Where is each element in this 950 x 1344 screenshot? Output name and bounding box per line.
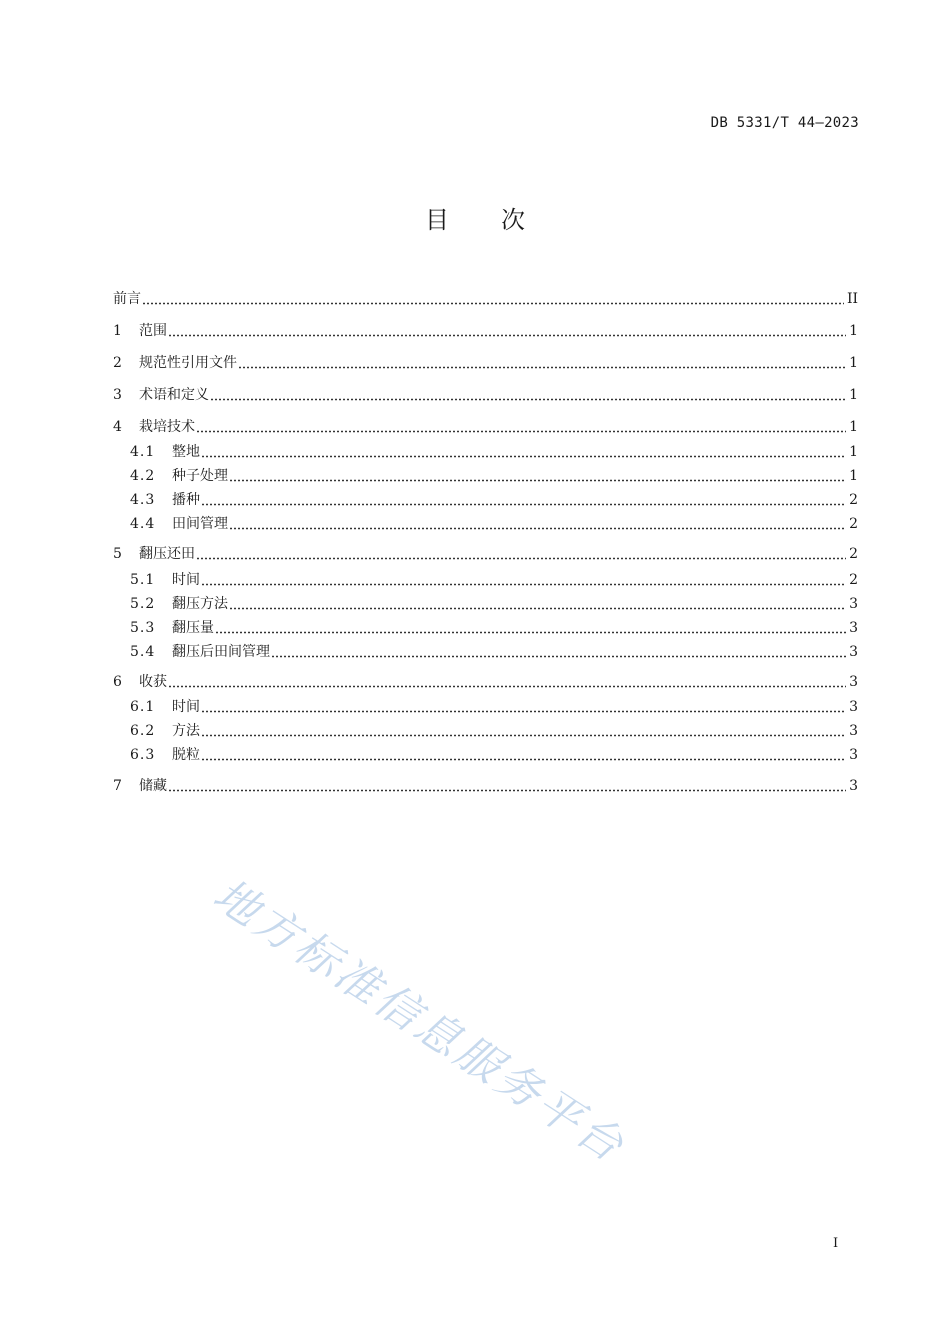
- toc-subentry[interactable]: [130, 514, 858, 534]
- leader-dots: [168, 778, 846, 792]
- watermark: 地方标准信息服务平台: [204, 869, 635, 1174]
- toc-label: 储藏: [139, 778, 167, 794]
- toc-label: 术语和定义: [139, 387, 209, 403]
- toc-number: 5.2: [130, 596, 156, 612]
- toc-number: 6: [113, 674, 122, 690]
- toc-page: 1: [849, 323, 858, 339]
- leader-dots: [168, 323, 846, 337]
- toc-page: 2: [849, 546, 858, 562]
- toc-page: 3: [849, 747, 858, 763]
- toc-number: 4: [113, 419, 122, 435]
- toc-entry[interactable]: [113, 776, 858, 796]
- toc-page: 3: [849, 723, 858, 739]
- toc-page: 3: [849, 620, 858, 636]
- leader-dots: [201, 723, 846, 737]
- toc-number: 6.1: [130, 699, 156, 715]
- toc-entry[interactable]: [113, 417, 858, 437]
- toc-number: 5.4: [130, 644, 156, 660]
- toc-entry[interactable]: [113, 672, 858, 692]
- title-char-2: 次: [501, 206, 525, 234]
- toc-label: 播种: [172, 492, 200, 508]
- leader-dots: [238, 355, 846, 369]
- toc-label: 翻压量: [172, 620, 214, 636]
- toc-label: 规范性引用文件: [139, 355, 237, 371]
- toc-number: 5.3: [130, 620, 156, 636]
- toc-number: 4.4: [130, 516, 156, 532]
- leader-dots: [201, 699, 846, 713]
- toc-page: 3: [849, 778, 858, 794]
- toc-number: 6.2: [130, 723, 156, 739]
- toc-page: 1: [849, 468, 858, 484]
- toc-number: 4.2: [130, 468, 156, 484]
- toc-page: 1: [849, 387, 858, 403]
- toc-number: 5.1: [130, 572, 156, 588]
- toc-label: 翻压后田间管理: [172, 644, 270, 660]
- toc-number: 4.1: [130, 444, 156, 460]
- leader-dots: [196, 419, 846, 433]
- leader-dots: [168, 674, 846, 688]
- toc-page: 3: [849, 699, 858, 715]
- leader-dots: [201, 572, 846, 586]
- toc-subentry[interactable]: [130, 490, 858, 510]
- toc-page: 2: [849, 572, 858, 588]
- toc-subentry[interactable]: [130, 618, 858, 638]
- toc-label: 范围: [139, 323, 167, 339]
- leader-dots: [201, 747, 846, 761]
- page-title: [0, 200, 950, 235]
- toc-label: 时间: [172, 699, 200, 715]
- toc-entry-foreword[interactable]: [113, 289, 858, 309]
- toc-entry[interactable]: [113, 385, 858, 405]
- toc-subentry[interactable]: [130, 745, 858, 765]
- toc-label: 栽培技术: [139, 419, 195, 435]
- toc-subentry[interactable]: [130, 594, 858, 614]
- toc-page: 1: [849, 444, 858, 460]
- leader-dots: [142, 291, 844, 305]
- toc-entry[interactable]: [113, 544, 858, 564]
- toc-subentry[interactable]: [130, 466, 858, 486]
- leader-dots: [215, 620, 846, 634]
- toc-page: 3: [849, 596, 858, 612]
- leader-dots: [229, 468, 846, 482]
- toc-number: 3: [113, 387, 122, 403]
- leader-dots: [196, 546, 846, 560]
- toc-number: 7: [113, 778, 122, 794]
- toc-page: 2: [849, 492, 858, 508]
- toc-number: 1: [113, 323, 122, 339]
- toc-label: 脱粒: [172, 747, 200, 763]
- toc-page: 1: [849, 419, 858, 435]
- title-char-1: 目: [425, 206, 449, 234]
- toc-label: 种子处理: [172, 468, 228, 484]
- toc-label: 收获: [139, 674, 167, 690]
- leader-dots: [201, 492, 846, 506]
- leader-dots: [229, 596, 846, 610]
- leader-dots: [271, 644, 846, 658]
- toc-subentry[interactable]: [130, 442, 858, 462]
- toc-subentry[interactable]: [130, 697, 858, 717]
- toc-subentry[interactable]: [130, 642, 858, 662]
- toc-page: II: [846, 291, 858, 307]
- toc-label: 翻压还田: [139, 546, 195, 562]
- page-number: I: [833, 1236, 839, 1251]
- toc-label: 翻压方法: [172, 596, 228, 612]
- toc-number: 2: [113, 355, 122, 371]
- toc-page: 2: [849, 516, 858, 532]
- toc-subentry[interactable]: [130, 721, 858, 741]
- toc-number: 6.3: [130, 747, 156, 763]
- toc-entry[interactable]: [113, 353, 858, 373]
- leader-dots: [210, 387, 846, 401]
- toc-label: 方法: [172, 723, 200, 739]
- leader-dots: [229, 516, 846, 530]
- toc-number: 4.3: [130, 492, 156, 508]
- toc-subentry[interactable]: [130, 570, 858, 590]
- toc-label: 整地: [172, 444, 200, 460]
- leader-dots: [201, 444, 846, 458]
- toc-label: 时间: [172, 572, 200, 588]
- toc-label: 前言: [113, 291, 141, 307]
- toc-entry[interactable]: [113, 321, 858, 341]
- document-code: DB 5331/T 44—2023: [710, 115, 859, 131]
- toc-page: 3: [849, 644, 858, 660]
- toc-label: 田间管理: [172, 516, 228, 532]
- toc-number: 5: [113, 546, 122, 562]
- toc-page: 3: [849, 674, 858, 690]
- toc-page: 1: [849, 355, 858, 371]
